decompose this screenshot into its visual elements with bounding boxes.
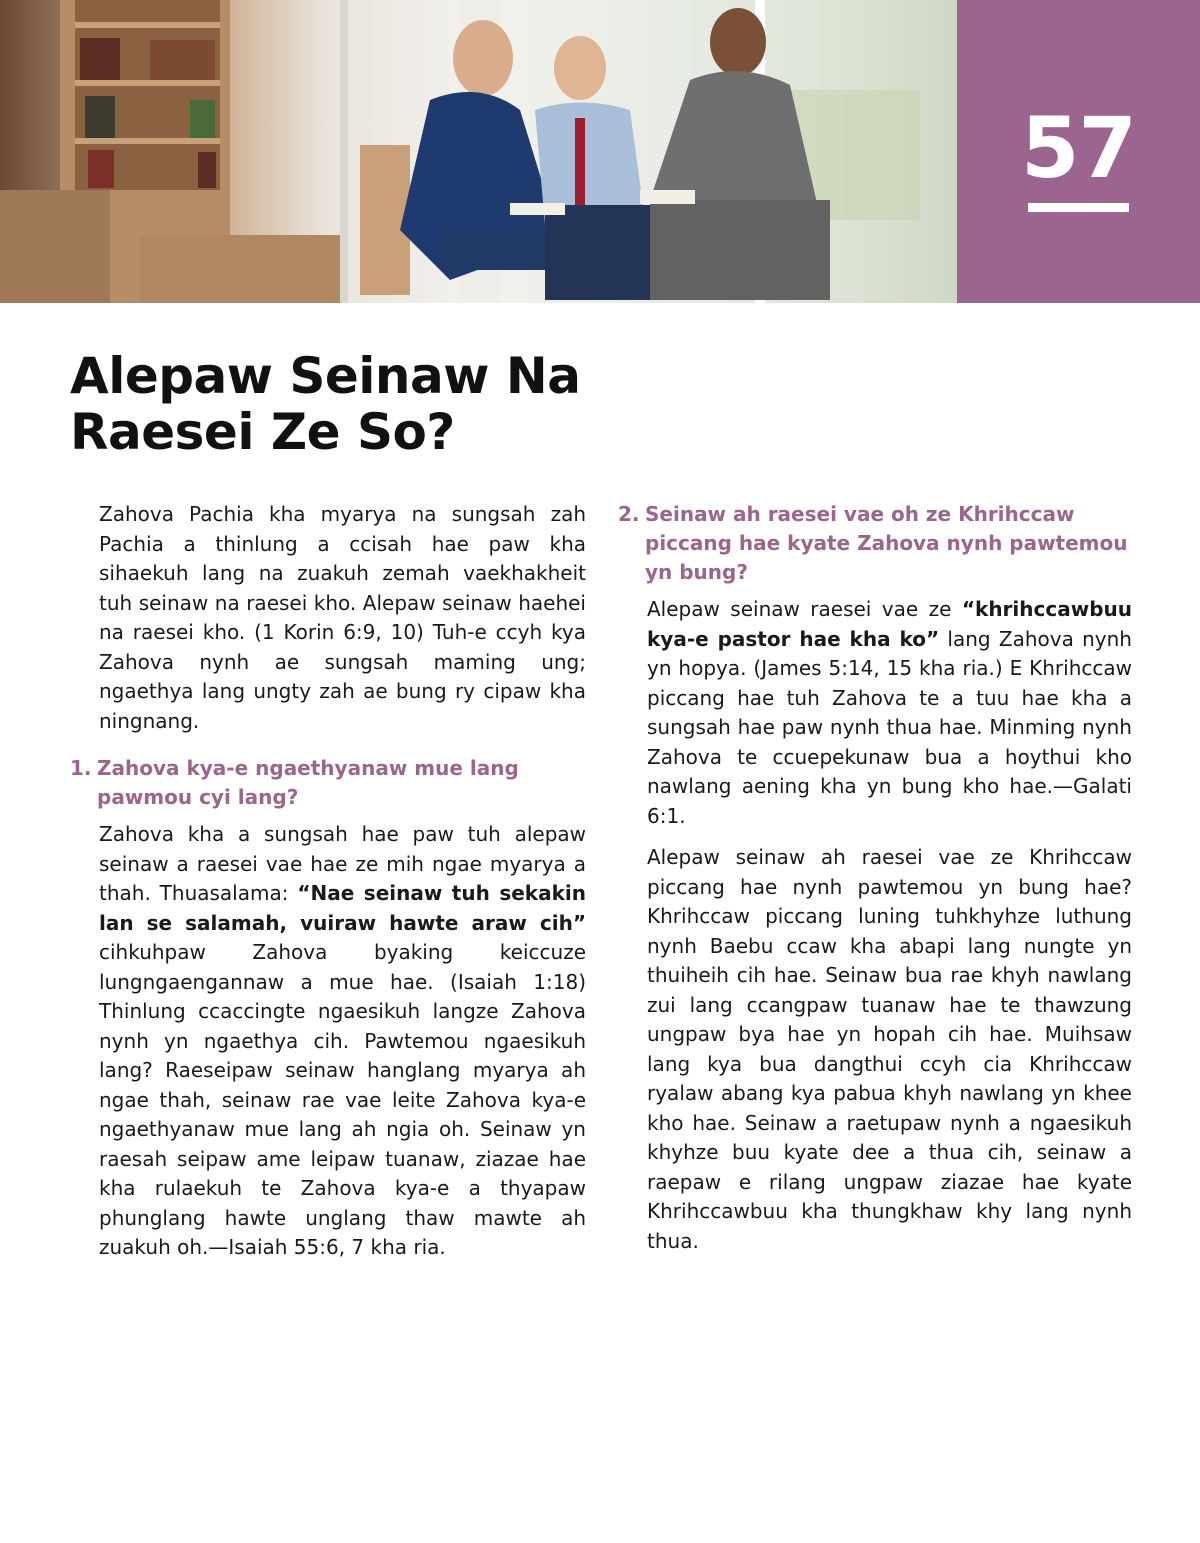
answer-2-text-start: Alepaw seinaw raesei vae ze [647, 597, 962, 621]
question-2-text: Seinaw ah raesei vae oh ze Khrihccaw piccang hae kyate Zahova nynh pawtemou yn bung? [645, 502, 1128, 584]
title-line-2: Raesei Ze So? [70, 403, 455, 461]
hero-illustration [0, 0, 957, 303]
chapter-number: 57 [1021, 99, 1136, 197]
question-2-number: 2. [618, 502, 640, 526]
answer-2-paragraph-2: Alepaw seinaw ah raesei vae ze Khrihccaw piccang hae nynh pawtemou yn bung hae? Khrihccaw piccang luning tuhkhyhze luthung nynh Baebu ccaw kha abapi lang nungte yn thuiheih cih hae. Seinaw bua rae khyh nawlang zui lang ccangpaw tuanaw hae te thawzung ungpaw bya hae yn hopah cih hae. Muihsaw lang kya bua dangthui ccyh cia Khrihccaw ryalaw abang kya pabua khyh nawlang yn khee kho hae. Seinaw a raetupaw nynh a ngaesikuh khyhze buu kyate dee a thua cih, seinaw a raepaw e rilang ungpaw ziazae hae kyate Khrihccawbuu kha thungkhaw khy lang nynh thua. [647, 845, 1132, 1253]
left-column [70, 500, 586, 1275]
question-1-text: Zahova kya-e ngaethyanaw mue lang pawmou cyi lang? [97, 756, 519, 809]
answer-2-quote: “khrihccawbuu kya-e pastor hae kha ko” [647, 597, 1132, 651]
question-1-number: 1. [70, 756, 92, 780]
answer-1-text-start: Zahova kha a sungsah hae paw tuh alepaw seinaw a raesei vae hae ze mih ngae myarya a thah. Thuasalama: [99, 822, 586, 905]
answer-1-text-end: cihkuhpaw Zahova byaking keiccuze lungngaengannaw a mue hae. (Isaiah 1:18) Thinlung ccaccingte ngaesikuh langze Zahova nynh yn ngaethya cih. Pawtemou ngaesikuh lang? Raeseipaw seinaw hanglang myarya ah ngae thah, seinaw rae vae leite Zahova kya-e ngaethyanaw mue lang ah ngia oh. Seinaw yn raesah seipaw ame leipaw tuanaw, ziazae hae kha rulaekuh te Zahova kya-e a thyapaw phunglang hawte unglang thaw mawte ah zuakuh oh.—Isaiah 55:6, 7 kha ria. [99, 940, 586, 1259]
question-2 [618, 500, 1132, 587]
right-column [618, 500, 1132, 1268]
question-1 [70, 754, 586, 812]
page-title [70, 348, 630, 460]
answer-1-paragraph [70, 820, 586, 1263]
chapter-underline [1028, 203, 1129, 212]
answer-1-quote: “Nae seinaw tuh sekakin lan se salamah, vuiraw hawte araw cih” [99, 881, 586, 935]
answer-2-text-end: lang Zahova nynh yn hopya. (James 5:14, 15 kha ria.) E Khrihccaw piccang hae tuh Zahova te a tuu hae kha a sungsah hae paw nynh thua hae. Minming nynh Zahova te ccuepekunaw bua a hoythui kho nawlang aening kha yn bung kho hae.—Galati 6:1. [647, 626, 1132, 828]
intro-paragraph: Zahova Pachia kha myarya na sungsah zah Pachia a thinlung a ccisah hae paw kha sihaekuh lang na zuakuh zemah vaekhakheit tuh seinaw na raesei kho. Alepaw seinaw haehei na raesei kho. (1 Korin 6:9, 10) Tuh-e ccyh kya Zahova nynh ae sungsah maming ung; ngaethya lang ungty zah ae bung ry cipaw kha ningnang. [99, 502, 586, 733]
hero-photo [0, 0, 957, 303]
title-line-1: Alepaw Seinaw Na [70, 347, 581, 405]
answer-2-paragraph-1 [618, 595, 1132, 831]
chapter-badge [957, 0, 1200, 303]
